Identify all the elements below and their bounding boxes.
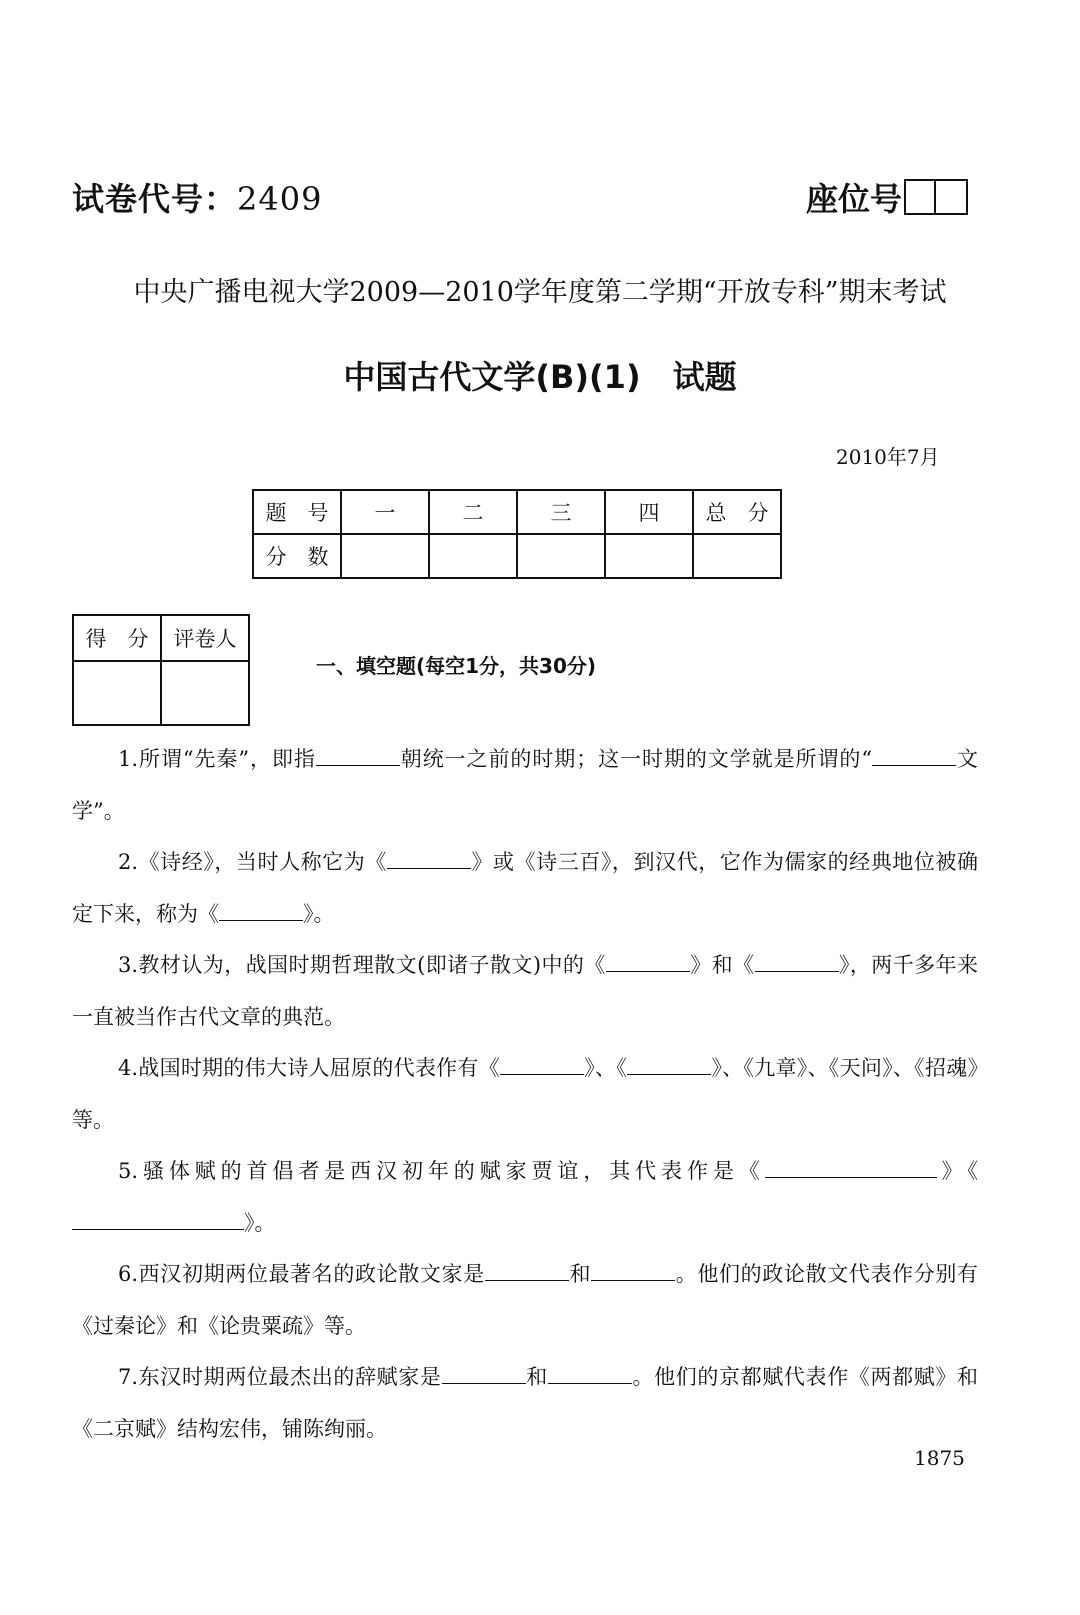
question-text: 》或《诗三百》，到汉代，它作为儒家的经典地位被确定下来，称为《 [72, 850, 978, 926]
score-table-cell: 四 [605, 490, 693, 534]
score-input-cell[interactable] [517, 534, 605, 578]
answer-blank[interactable] [765, 1156, 937, 1178]
score-input-cell[interactable] [341, 534, 429, 578]
question-text: 朝统一之前的时期；这一时期的文学就是所谓的“ [399, 747, 873, 771]
score-table [252, 489, 782, 579]
exam-code-label: 试卷代号： [72, 180, 238, 218]
grader-score-cell[interactable] [73, 661, 161, 725]
answer-blank[interactable] [606, 950, 690, 972]
question-text: 和 [568, 1262, 592, 1286]
question-text: 3.教材认为，战国时期哲理散文(即诸子散文)中的《 [118, 953, 606, 977]
question-1 [72, 734, 978, 837]
answer-blank[interactable] [500, 1053, 584, 1075]
score-table-cell: 总 分 [693, 490, 781, 534]
answer-blank[interactable] [72, 1208, 244, 1230]
question-text: 》。 [303, 901, 335, 926]
question-text: 》。 [244, 1210, 276, 1235]
score-input-cell[interactable] [605, 534, 693, 578]
page-title: 中国古代文学(B)(1) 试题 [343, 358, 737, 396]
question-3 [72, 940, 978, 1043]
score-input-cell[interactable] [429, 534, 517, 578]
answer-blank[interactable] [591, 1259, 675, 1281]
question-text: 。他们的政论散文代表作分别有《过秦论》和《论贵粟疏》等。 [72, 1262, 979, 1338]
seat-number [806, 174, 968, 220]
grader-table [72, 614, 250, 726]
question-text: 》《 [936, 1159, 978, 1183]
answer-blank[interactable] [627, 1053, 711, 1075]
grader-label: 评卷人 [161, 615, 249, 661]
question-text: 和 [525, 1365, 548, 1389]
exam-code-number: 2409 [237, 180, 323, 218]
section-title: 一、填空题(每空1分，共30分) [316, 654, 597, 678]
question-text: 1.所谓“先秦”，即指 [118, 747, 316, 771]
score-table-cell: 一 [341, 490, 429, 534]
question-text: 》和《 [689, 953, 755, 977]
question-text: 6.西汉初期两位最著名的政论散文家是 [118, 1262, 485, 1286]
answer-blank[interactable] [316, 744, 400, 766]
answer-blank[interactable] [485, 1259, 569, 1281]
score-table-header-row [253, 490, 781, 534]
seat-box[interactable] [904, 179, 936, 215]
question-2 [72, 837, 978, 940]
answer-blank[interactable] [548, 1362, 632, 1384]
question-4 [72, 1043, 978, 1146]
question-6 [72, 1249, 978, 1352]
exam-date: 2010年7月 [836, 445, 940, 469]
grader-name-cell[interactable] [161, 661, 249, 725]
grader-score-label: 得 分 [73, 615, 161, 661]
question-text: 》、《 [584, 1056, 628, 1080]
answer-blank[interactable] [442, 1362, 526, 1384]
score-table-score-row [253, 534, 781, 578]
question-text: 5.骚体赋的首倡者是西汉初年的赋家贾谊，其代表作是《 [118, 1159, 765, 1183]
score-input-cell[interactable] [693, 534, 781, 578]
page-number: 1875 [914, 1446, 965, 1470]
question-text: 》，两千多年来一直被当作古代文章的典范。 [72, 953, 979, 1029]
score-table-cell: 二 [429, 490, 517, 534]
answer-blank[interactable] [219, 899, 303, 921]
seat-number-label: 座位号 [806, 180, 903, 218]
answer-blank[interactable] [872, 744, 956, 766]
question-text: 4.战国时期的伟大诗人屈原的代表作有《 [118, 1056, 500, 1080]
question-7 [72, 1352, 978, 1455]
question-text: 7.东汉时期两位最杰出的辞赋家是 [118, 1365, 442, 1389]
question-5 [72, 1146, 978, 1249]
score-table-cell: 三 [517, 490, 605, 534]
seat-number-boxes [904, 179, 968, 215]
question-text: 。他们的京都赋代表作《两都赋》和《二京赋》结构宏伟，铺陈绚丽。 [72, 1365, 979, 1441]
answer-blank[interactable] [755, 950, 839, 972]
score-table-cell: 题 号 [253, 490, 341, 534]
question-text: 文学”。 [72, 747, 978, 823]
university-line: 中央广播电视大学2009—2010学年度第二学期“开放专科”期末考试 [133, 277, 947, 308]
seat-box[interactable] [936, 179, 968, 215]
score-table-row-label: 分 数 [253, 534, 341, 578]
exam-code [72, 174, 322, 220]
question-text: 2.《诗经》，当时人称它为《 [118, 850, 387, 874]
answer-blank[interactable] [387, 847, 471, 869]
question-list [72, 734, 978, 1455]
question-text: 》、《九章》、《天问》、《招魂》等。 [72, 1056, 979, 1132]
